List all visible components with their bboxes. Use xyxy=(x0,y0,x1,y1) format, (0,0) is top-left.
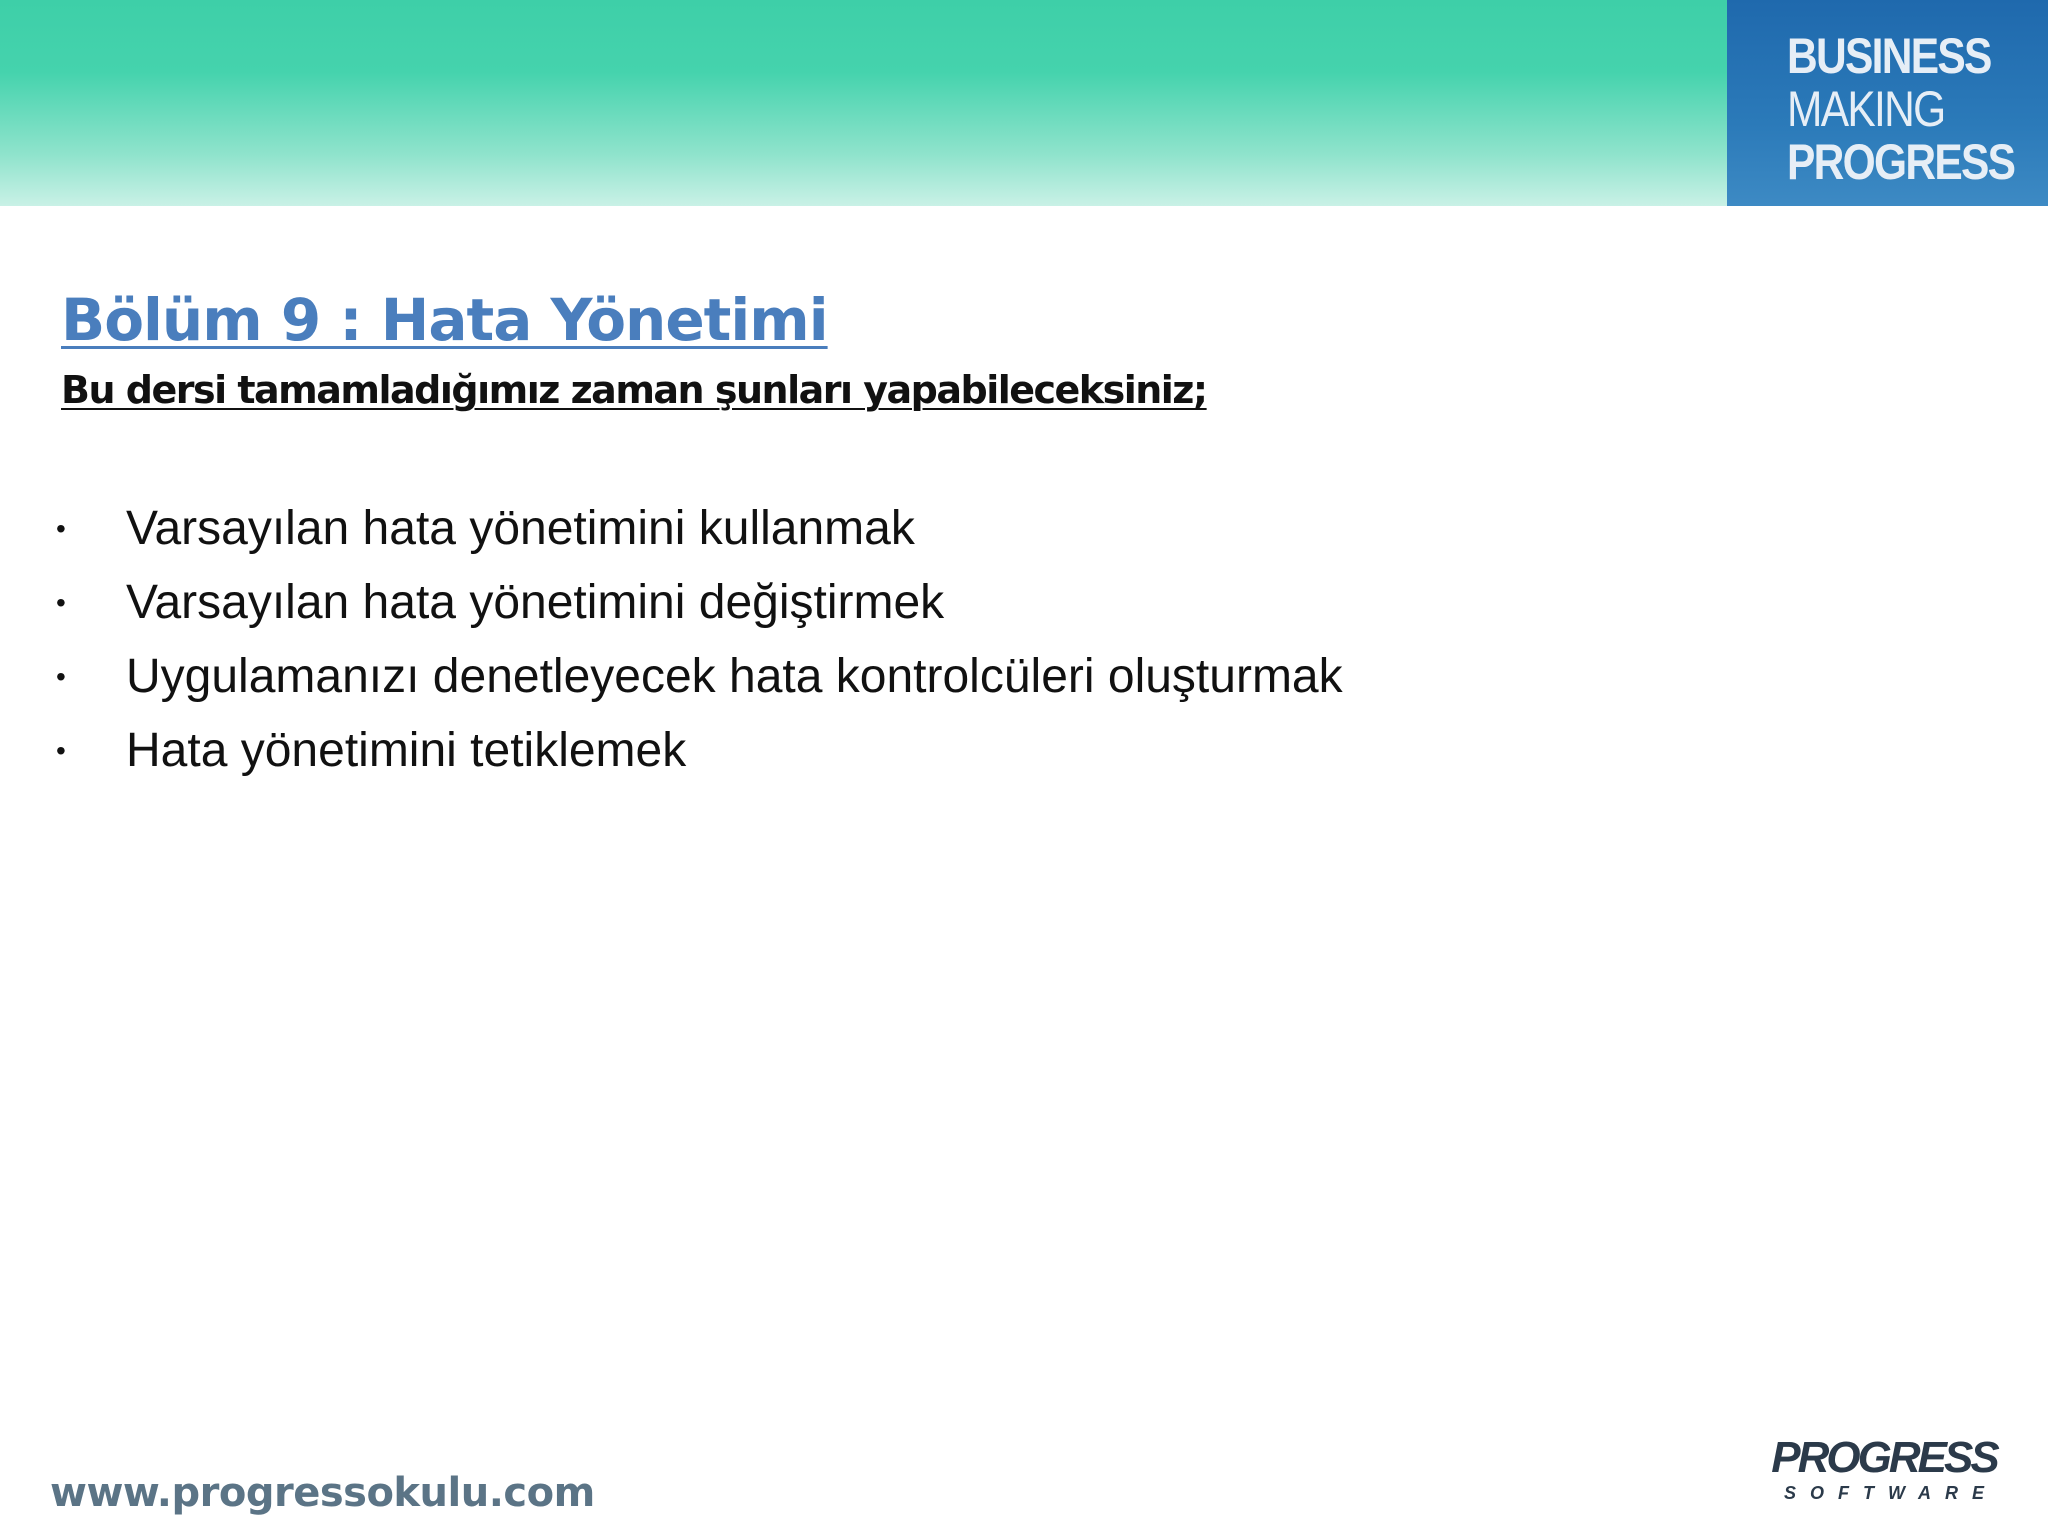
progress-software-logo xyxy=(1768,1433,2000,1506)
logo-line-1: BUSINESS xyxy=(1787,28,1991,84)
bullet-text: Varsayılan hata yönetimini değiştirmek xyxy=(126,576,945,629)
footer-brand-sub: SOFTWARE xyxy=(1784,1483,1998,1503)
footer-url: www.progressokulu.com xyxy=(50,1470,595,1516)
bullet-icon: • xyxy=(56,587,66,618)
logo-line-3: PROGRESS xyxy=(1787,134,2015,190)
slide-subtitle: Bu dersi tamamladığımız zaman şunları yapabileceksiniz; xyxy=(61,368,1207,412)
logo-line-2: MAKING xyxy=(1787,81,1945,137)
bullet-icon: • xyxy=(56,735,66,766)
bullet-text: Varsayılan hata yönetimini kullanmak xyxy=(126,502,915,555)
slide-title: Bölüm 9 : Hata Yönetimi xyxy=(61,286,828,354)
bullet-icon: • xyxy=(56,513,66,544)
footer-brand: PROGRESS xyxy=(1771,1433,1997,1482)
business-making-progress-logo xyxy=(1727,0,2048,206)
bullet-icon: • xyxy=(56,661,66,692)
bullet-text: Hata yönetimini tetiklemek xyxy=(126,724,687,777)
bullet-text: Uygulamanızı denetleyecek hata kontrolcüleri oluşturmak xyxy=(126,650,1343,703)
